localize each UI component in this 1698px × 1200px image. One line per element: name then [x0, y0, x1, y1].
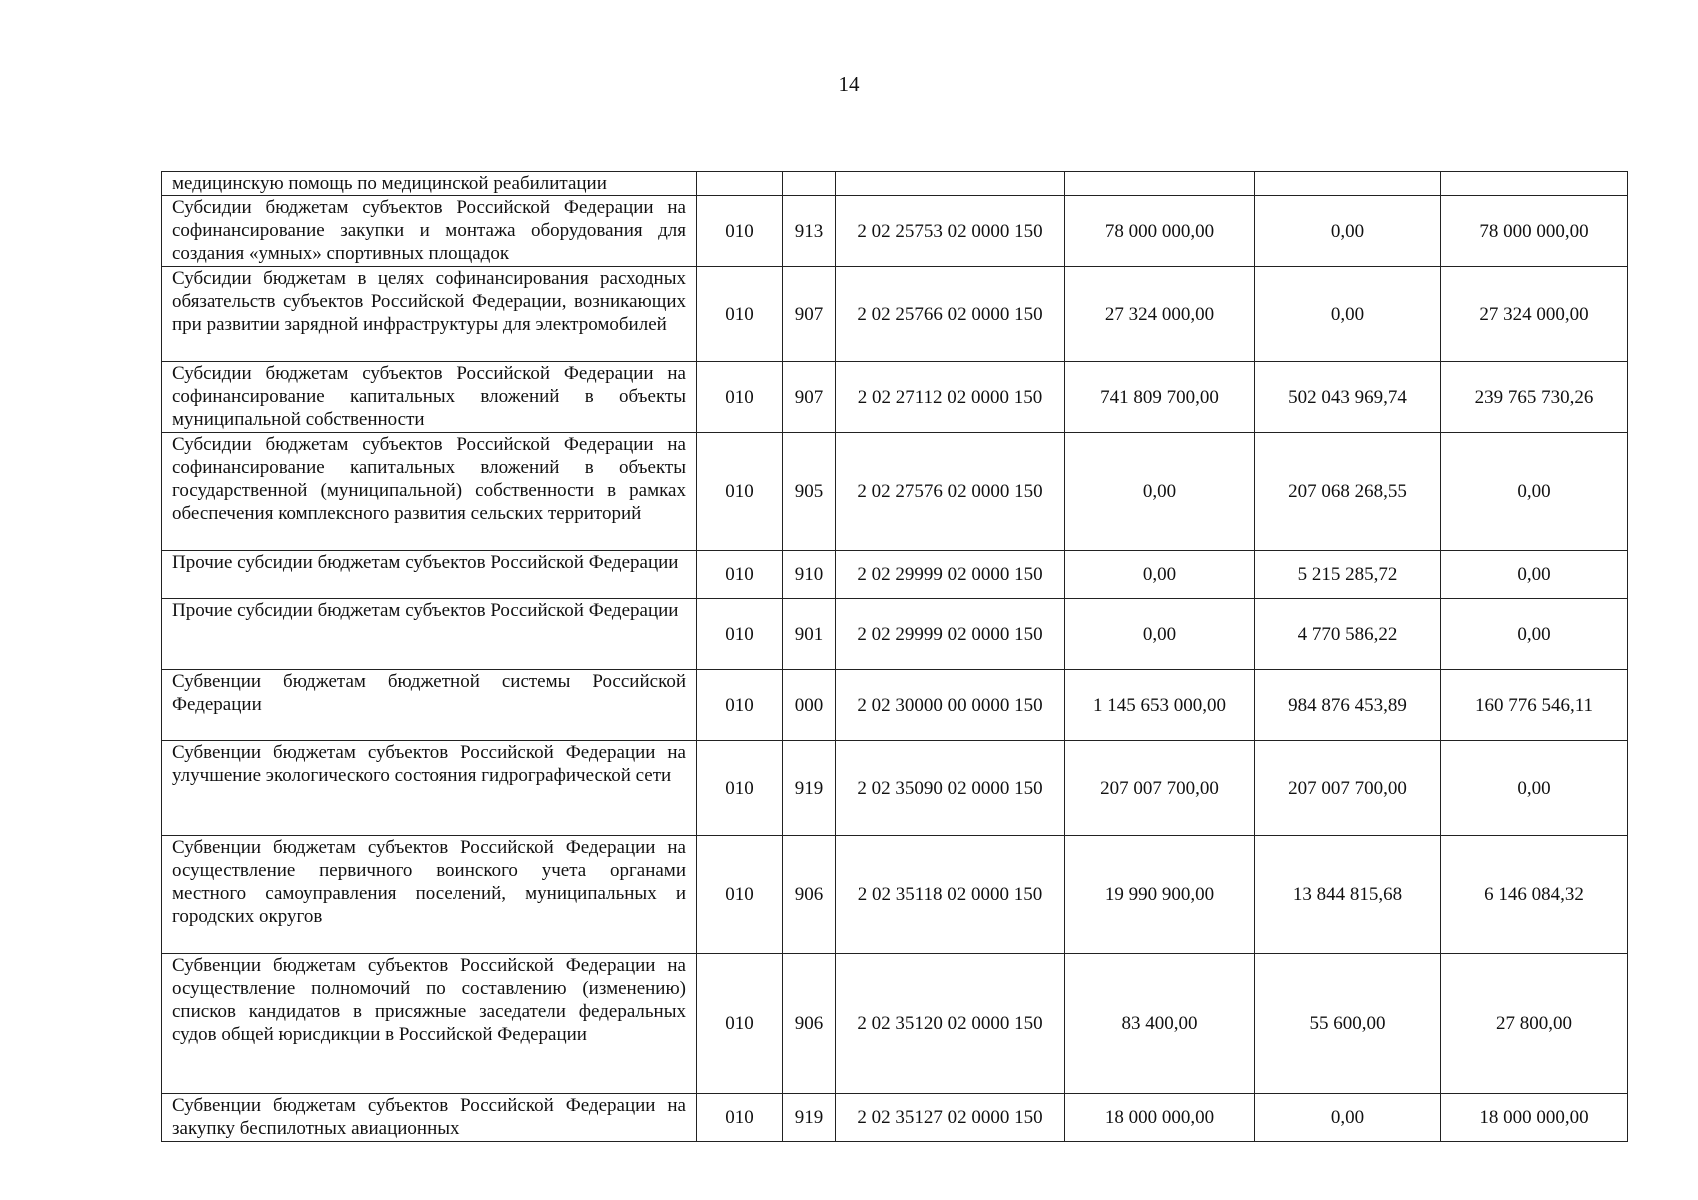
table-row — [162, 196, 1628, 267]
row-executed: 207 068 268,55 — [1255, 433, 1441, 551]
row-planned — [1065, 172, 1255, 196]
row-remaining: 18 000 000,00 — [1441, 1094, 1628, 1142]
row-admin: 910 — [783, 551, 836, 599]
row-admin: 919 — [783, 1094, 836, 1142]
row-admin — [783, 172, 836, 196]
row-planned: 207 007 700,00 — [1065, 741, 1255, 836]
table-row — [162, 1094, 1628, 1142]
table-row — [162, 741, 1628, 836]
row-group: 010 — [697, 551, 783, 599]
row-group: 010 — [697, 599, 783, 670]
row-planned: 83 400,00 — [1065, 954, 1255, 1094]
row-admin: 913 — [783, 196, 836, 267]
row-admin: 000 — [783, 670, 836, 741]
row-description: Субвенции бюджетам субъектов Российской Федерации на закупку беспилотных авиационных — [162, 1094, 697, 1142]
row-executed: 4 770 586,22 — [1255, 599, 1441, 670]
row-code: 2 02 25753 02 0000 150 — [836, 196, 1065, 267]
row-group: 010 — [697, 741, 783, 836]
row-code: 2 02 25766 02 0000 150 — [836, 267, 1065, 362]
row-group: 010 — [697, 836, 783, 954]
row-planned: 19 990 900,00 — [1065, 836, 1255, 954]
row-executed: 207 007 700,00 — [1255, 741, 1441, 836]
row-group: 010 — [697, 670, 783, 741]
table-row — [162, 172, 1628, 196]
table-row — [162, 954, 1628, 1094]
row-code: 2 02 27112 02 0000 150 — [836, 362, 1065, 433]
row-executed: 0,00 — [1255, 196, 1441, 267]
row-code: 2 02 29999 02 0000 150 — [836, 551, 1065, 599]
row-remaining: 160 776 546,11 — [1441, 670, 1628, 741]
row-executed: 5 215 285,72 — [1255, 551, 1441, 599]
row-remaining: 27 324 000,00 — [1441, 267, 1628, 362]
row-description: Субсидии бюджетам субъектов Российской Федерации на софинансирование капитальных вложений в объекты государственной (муниципальной) собственности в рамках обеспечения комплексного развития сельских территорий — [162, 433, 697, 551]
row-description: Субсидии бюджетам субъектов Российской Федерации на софинансирование закупки и монтажа оборудования для создания «умных» спортивных площадок — [162, 196, 697, 267]
row-description: Прочие субсидии бюджетам субъектов Российской Федерации — [162, 551, 697, 599]
row-planned: 1 145 653 000,00 — [1065, 670, 1255, 741]
row-planned: 741 809 700,00 — [1065, 362, 1255, 433]
row-admin: 906 — [783, 954, 836, 1094]
row-group: 010 — [697, 267, 783, 362]
row-description: Субвенции бюджетам субъектов Российской Федерации на осуществление первичного воинского учета органами местного самоуправления поселений, муниципальных и городских округов — [162, 836, 697, 954]
row-code: 2 02 29999 02 0000 150 — [836, 599, 1065, 670]
row-planned: 0,00 — [1065, 599, 1255, 670]
row-remaining: 239 765 730,26 — [1441, 362, 1628, 433]
row-code: 2 02 30000 00 0000 150 — [836, 670, 1065, 741]
row-remaining: 27 800,00 — [1441, 954, 1628, 1094]
row-admin: 907 — [783, 267, 836, 362]
row-code: 2 02 35127 02 0000 150 — [836, 1094, 1065, 1142]
row-executed: 55 600,00 — [1255, 954, 1441, 1094]
row-description: Прочие субсидии бюджетам субъектов Российской Федерации — [162, 599, 697, 670]
row-code: 2 02 35090 02 0000 150 — [836, 741, 1065, 836]
row-group: 010 — [697, 362, 783, 433]
row-planned: 78 000 000,00 — [1065, 196, 1255, 267]
row-admin: 919 — [783, 741, 836, 836]
row-group — [697, 172, 783, 196]
row-code: 2 02 35118 02 0000 150 — [836, 836, 1065, 954]
row-planned: 0,00 — [1065, 551, 1255, 599]
budget-table — [161, 171, 1628, 1142]
page-number: 14 — [838, 72, 860, 96]
row-group: 010 — [697, 1094, 783, 1142]
table-row — [162, 433, 1628, 551]
row-code: 2 02 27576 02 0000 150 — [836, 433, 1065, 551]
row-planned: 18 000 000,00 — [1065, 1094, 1255, 1142]
row-description: Субвенции бюджетам субъектов Российской Федерации на осуществление полномочий по составлению (изменению) списков кандидатов в присяжные заседатели федеральных судов общей юрисдикции в Российской Федерации — [162, 954, 697, 1094]
row-remaining: 78 000 000,00 — [1441, 196, 1628, 267]
row-description: Субвенции бюджетам субъектов Российской Федерации на улучшение экологического состояния гидрографической сети — [162, 741, 697, 836]
table-row — [162, 551, 1628, 599]
row-description: Субсидии бюджетам в целях софинансирования расходных обязательств субъектов Российской Федерации, возникающих при развитии зарядной инфраструктуры для электромобилей — [162, 267, 697, 362]
row-admin: 901 — [783, 599, 836, 670]
row-admin: 905 — [783, 433, 836, 551]
row-remaining: 0,00 — [1441, 551, 1628, 599]
row-description: Субсидии бюджетам субъектов Российской Федерации на софинансирование капитальных вложений в объекты муниципальной собственности — [162, 362, 697, 433]
row-group: 010 — [697, 433, 783, 551]
row-executed: 13 844 815,68 — [1255, 836, 1441, 954]
row-remaining — [1441, 172, 1628, 196]
table-row — [162, 362, 1628, 433]
table-row — [162, 836, 1628, 954]
row-remaining: 6 146 084,32 — [1441, 836, 1628, 954]
row-executed: 984 876 453,89 — [1255, 670, 1441, 741]
table-row — [162, 267, 1628, 362]
row-admin: 907 — [783, 362, 836, 433]
row-remaining: 0,00 — [1441, 741, 1628, 836]
row-admin: 906 — [783, 836, 836, 954]
row-description: медицинскую помощь по медицинской реабилитации — [162, 172, 697, 196]
table-row — [162, 670, 1628, 741]
row-planned: 0,00 — [1065, 433, 1255, 551]
row-group: 010 — [697, 954, 783, 1094]
table-row — [162, 599, 1628, 670]
row-executed: 502 043 969,74 — [1255, 362, 1441, 433]
row-executed — [1255, 172, 1441, 196]
row-remaining: 0,00 — [1441, 433, 1628, 551]
row-planned: 27 324 000,00 — [1065, 267, 1255, 362]
row-remaining: 0,00 — [1441, 599, 1628, 670]
row-executed: 0,00 — [1255, 1094, 1441, 1142]
row-group: 010 — [697, 196, 783, 267]
row-code — [836, 172, 1065, 196]
row-description: Субвенции бюджетам бюджетной системы Российской Федерации — [162, 670, 697, 741]
row-code: 2 02 35120 02 0000 150 — [836, 954, 1065, 1094]
row-executed: 0,00 — [1255, 267, 1441, 362]
